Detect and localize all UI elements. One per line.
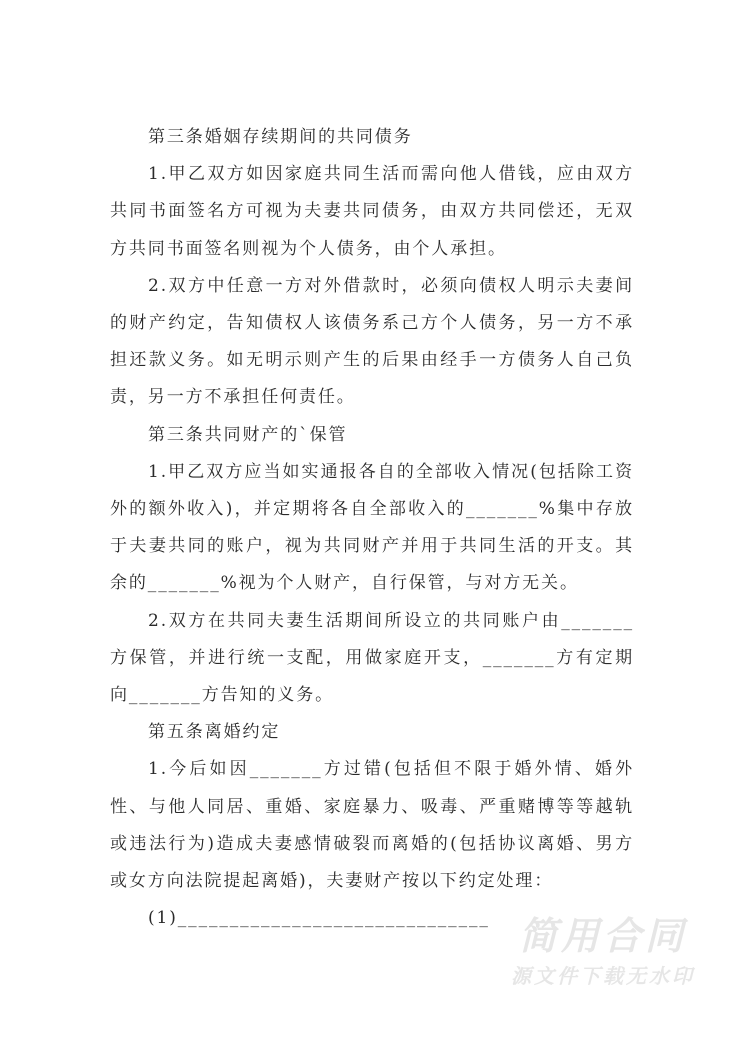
section-heading-property-custody: 第三条共同财产的`保管: [148, 424, 348, 445]
watermark: [508, 914, 698, 990]
document-body: [110, 119, 634, 937]
clause-divorce-item-1: (1)______________________________: [148, 908, 490, 929]
clause-property-custody-2: 2.双方在共同夫妻生活期间所设立的共同账户由_______方保管，并进行统一支配，用做家庭开支，_______方有定期向_______方告知的义务。: [110, 610, 634, 706]
clause-joint-debt-1: 1.甲乙双方如因家庭共同生活而需向他人借钱，应由双方共同书面签名方可视为夫妻共同债务，由双方共同偿还，无双方共同书面签名则视为个人债务，由个人承担。: [110, 164, 634, 259]
clause-divorce-1: 1.今后如因_______方过错(包括但不限于婚外情、婚外性、与他人同居、重婚、家庭暴力、吸毒、严重赌博等等越轨或违法行为)造成夫妻感情破裂而离婚的(包括协议离婚、男方或女方向法院提起离婚)，夫妻财产按以下约定处理：: [110, 759, 634, 892]
watermark-main-text: 简用合同: [518, 914, 687, 958]
section-heading-divorce-agreement: 第五条离婚约定: [148, 722, 281, 743]
clause-property-custody-1: 1.甲乙双方应当如实通报各自的全部收入情况(包括除工资外的额外收入)，并定期将各自全部收入的_______%集中存放于夫妻共同的账户，视为共同财产并用于共同生活的开支。其余的_______%视为个人财产，自行保管，与对方无关。: [110, 461, 634, 594]
section-heading-joint-debt: 第三条婚姻存续期间的共同债务: [148, 127, 413, 147]
clause-joint-debt-2: 2.双方中任意一方对外借款时，必须向债权人明示夫妻间的财产约定，告知债权人该债务系己方个人债务，另一方不承担还款义务。如无明示则产生的后果由经手一方债务人自己负责，另一方不承担任何责任。: [110, 275, 634, 408]
watermark-sub-text: 源文件下载无水印: [511, 964, 695, 988]
